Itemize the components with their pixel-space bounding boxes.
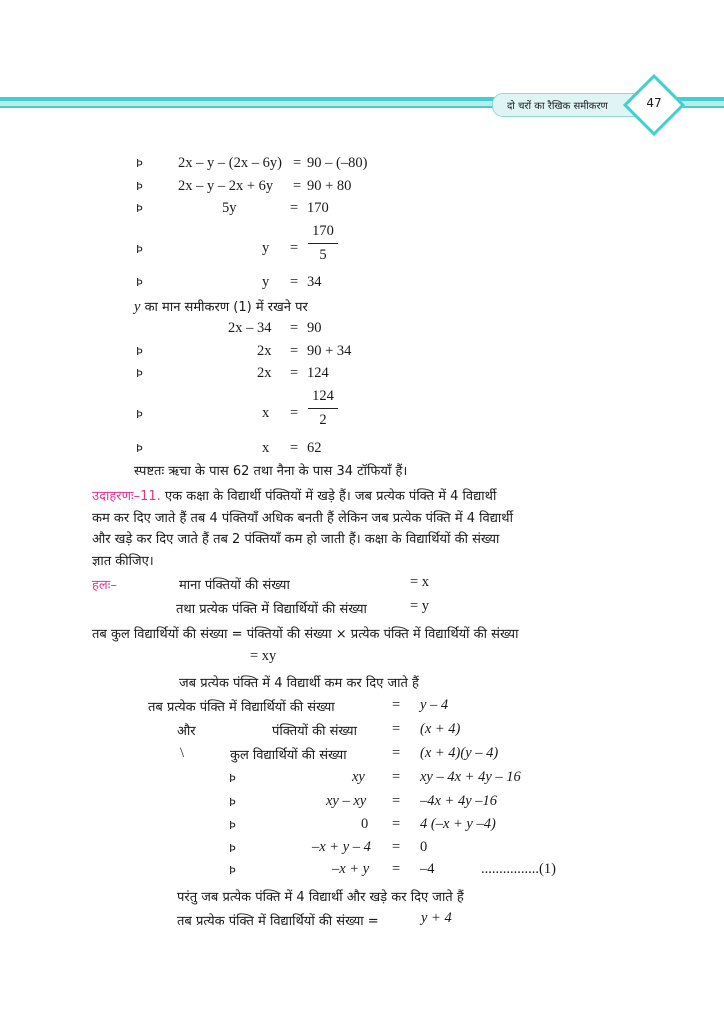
- case1-intro: जब प्रत्येक पंक्ति में 4 विद्यार्थी कम कर दिए जाते हैं: [179, 676, 419, 691]
- conclusion-text: स्पष्टतः ऋचा के पास 62 तथा नैना के पास 34 टॉफियाँ हैं।: [134, 464, 408, 479]
- equation-rhs: xy – 4x + 4y – 16: [420, 769, 521, 785]
- equation-lhs: 2x: [257, 365, 272, 381]
- equation-lhs: y: [262, 274, 270, 290]
- equals-sign: =: [392, 793, 401, 809]
- equation-rhs: 170: [307, 200, 329, 216]
- chapter-title: दो चरों का रैखिक समीकरण: [507, 101, 608, 112]
- equals-sign: =: [392, 839, 401, 855]
- equation-rhs: –4: [420, 861, 435, 877]
- equals-sign: =: [290, 343, 299, 359]
- implies-icon: Þ: [136, 180, 143, 193]
- case1-per-row-value: y – 4: [420, 697, 449, 713]
- rows-assumption: माना पंक्तियों की संख्या: [179, 578, 290, 593]
- implies-icon: Þ: [229, 772, 236, 785]
- substitution-text: का मान समीकरण (1) में रखने पर: [144, 300, 308, 315]
- example-line: कम कर दिए जाते हैं तब 4 पंक्तियाँ अधिक बनती हैं लेकिन जब प्रत्येक पंक्ति में 4 विद्यार्थी: [92, 510, 513, 526]
- total-line: तब कुल विद्यार्थियों की संख्या = पंक्तियों की संख्या × प्रत्येक पंक्ति में विद्यार्थियों की संख्या: [92, 627, 519, 642]
- example-line: एक कक्षा के विद्यार्थी पंक्तियों में खड़े हैं। जब प्रत्येक पंक्ति में 4 विद्यार्थी: [164, 489, 497, 504]
- equation-lhs: –x + y: [332, 861, 370, 877]
- equation-lhs: x: [262, 440, 270, 456]
- equation-rhs: 4 (–x + y –4): [420, 816, 496, 832]
- equals-sign: =: [392, 816, 401, 832]
- equation-rhs: 124: [307, 365, 329, 381]
- equals-sign: =: [392, 769, 401, 785]
- equation-lhs: 2x – y – (2x – 6y): [178, 155, 282, 171]
- example-line: और खड़े कर दिए जाते हैं तब 2 पंक्तियाँ कम हो जाती हैं। कक्षा के विद्यार्थियों की संख्या: [92, 532, 500, 547]
- fraction-bar: [308, 408, 338, 409]
- equation-lhs: 2x – 34: [228, 320, 272, 336]
- case2-per-row-value: y + 4: [421, 910, 452, 926]
- equals-sign: =: [392, 721, 401, 737]
- equals-sign: =: [290, 405, 299, 421]
- equation-rhs: 90 + 80: [307, 178, 352, 194]
- case1-total-value: (x + 4)(y – 4): [420, 745, 499, 761]
- equals-sign: =: [392, 697, 401, 713]
- example-problem: [92, 486, 570, 572]
- equation-lhs: 0: [361, 816, 369, 832]
- implies-icon: Þ: [136, 202, 143, 215]
- fraction-denominator: 5: [319, 247, 327, 263]
- equation-lhs: 5y: [222, 200, 237, 216]
- fraction-bar: [308, 243, 338, 244]
- equals-sign: =: [290, 200, 299, 216]
- case2-per-row: तब प्रत्येक पंक्ति में विद्यार्थियों की संख्या =: [177, 914, 379, 929]
- equals-sign: =: [392, 861, 401, 877]
- solution-label: हलः–: [92, 578, 117, 593]
- equation-lhs: xy: [352, 769, 365, 785]
- equals-sign: =: [290, 365, 299, 381]
- implies-icon: Þ: [229, 864, 236, 877]
- equation-lhs: 2x – y – 2x + 6y: [178, 178, 274, 194]
- equation-lhs: 2x: [257, 343, 272, 359]
- equals-sign: =: [290, 274, 299, 290]
- fraction-denominator: 2: [319, 412, 327, 428]
- equals-sign: =: [392, 745, 401, 761]
- equation-rhs: –4x + 4y –16: [420, 793, 498, 809]
- equals-sign: =: [293, 178, 302, 194]
- implies-icon: Þ: [136, 367, 143, 380]
- equation-rhs: 34: [307, 274, 322, 290]
- example-label: उदाहरणः–11.: [92, 489, 161, 504]
- implies-icon: Þ: [136, 442, 143, 455]
- case1-per-row: तब प्रत्येक पंक्ति में विद्यार्थियों की संख्या: [148, 700, 335, 715]
- case2-intro: परंतु जब प्रत्येक पंक्ति में 4 विद्यार्थी और खड़े कर दिए जाते हैं: [177, 890, 464, 905]
- case1-rows-value: (x + 4): [420, 721, 461, 737]
- per-row-assumption: तथा प्रत्येक पंक्ति में विद्यार्थियों की संख्या: [176, 602, 367, 617]
- rows-value: = x: [410, 574, 430, 590]
- equation-rhs: 90 – (–80): [307, 155, 368, 171]
- equals-sign: =: [290, 440, 299, 456]
- implies-icon: Þ: [136, 345, 143, 358]
- implies-icon: Þ: [136, 408, 143, 421]
- equation-lhs: x: [262, 405, 270, 421]
- equation-rhs: 90 + 34: [307, 343, 352, 359]
- case1-total: कुल विद्यार्थियों की संख्या: [230, 748, 347, 763]
- fraction-numerator: 170: [312, 223, 334, 239]
- per-row-value: = y: [410, 598, 430, 614]
- implies-icon: Þ: [136, 157, 143, 170]
- equation-rhs: 90: [307, 320, 322, 336]
- implies-icon: Þ: [229, 819, 236, 832]
- implies-icon: Þ: [229, 842, 236, 855]
- fraction-numerator: 124: [312, 388, 334, 404]
- example-line: ज्ञात कीजिए।: [92, 553, 154, 569]
- page-number: 47: [646, 96, 662, 110]
- equation-rhs: 0: [420, 839, 428, 855]
- equation-lhs: y: [262, 240, 270, 256]
- implies-icon: Þ: [136, 276, 143, 289]
- equation-lhs: xy – xy: [326, 793, 367, 809]
- case1-rows: पंक्तियों की संख्या: [272, 724, 357, 739]
- implies-icon: Þ: [136, 243, 143, 256]
- fraction: [308, 388, 338, 429]
- equals-sign: =: [293, 155, 302, 171]
- substitution-note: [134, 297, 308, 316]
- and-word: और: [177, 724, 196, 739]
- equation-reference: ................(1): [481, 861, 556, 877]
- fraction: [308, 223, 338, 264]
- total-value: = xy: [250, 648, 277, 664]
- equals-sign: =: [290, 240, 299, 256]
- equation-lhs: –x + y – 4: [312, 839, 371, 855]
- equals-sign: =: [290, 320, 299, 336]
- variable-y: y: [134, 299, 141, 315]
- therefore-icon: \: [180, 745, 185, 761]
- implies-icon: Þ: [229, 796, 236, 809]
- equation-rhs: 62: [307, 440, 322, 456]
